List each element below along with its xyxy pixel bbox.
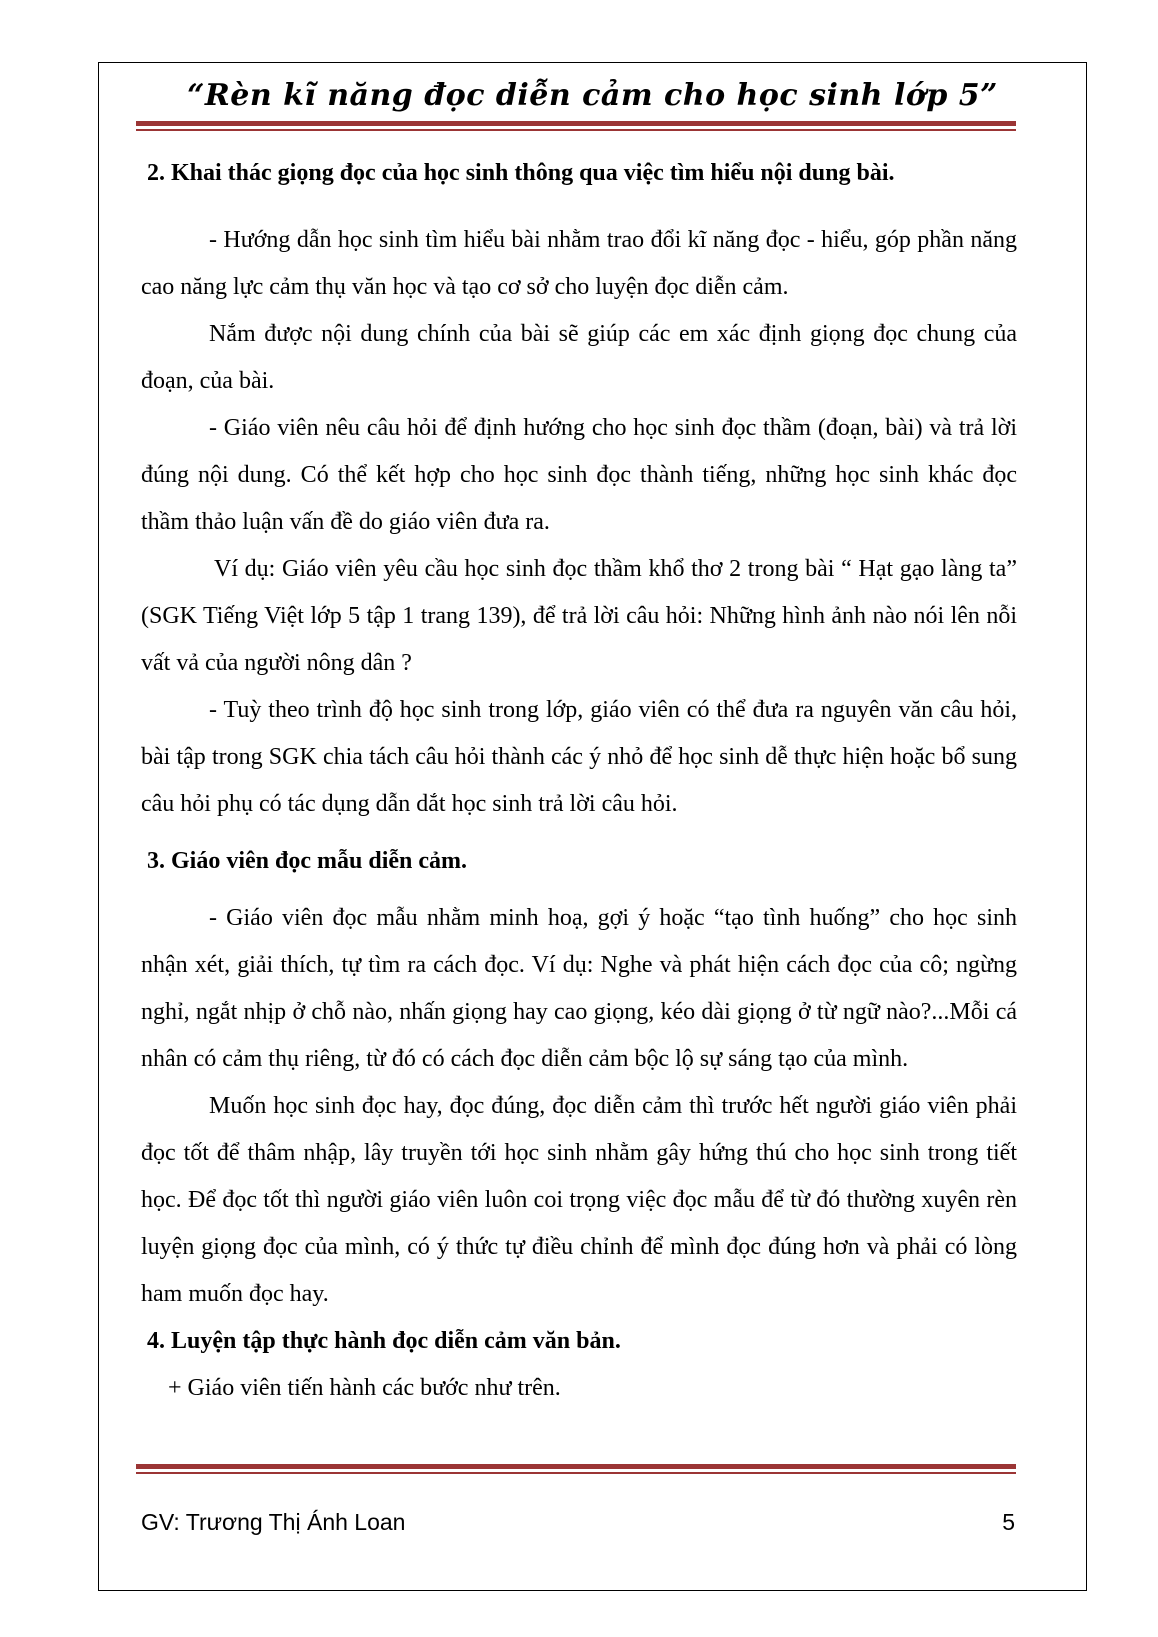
section-3-heading: 3. Giáo viên đọc mẫu diễn cảm. [147, 848, 468, 874]
section-2-paragraph-2: Nắm được nội dung chính của bài sẽ giúp các em xác định giọng đọc chung của đoạn, của bài. [141, 321, 1017, 394]
section-3-paragraph-2: Muốn học sinh đọc hay, đọc đúng, đọc diễn cảm thì trước hết người giáo viên phải đọc tốt để thâm nhập, lây truyền tới học sinh nhằm gây hứng thú cho học sinh trong tiết học. Để đọc tốt thì người giáo viên luôn coi trọng việc đọc mẫu để từ đó thường xuyên rèn luyện giọng đọc của mình, có ý thức tự điều chỉnh để mình đọc đúng hơn và phải có lòng ham muốn đọc hay. [141, 1093, 1017, 1307]
header-rule-thin [136, 129, 1016, 131]
document-body [141, 150, 1017, 1412]
header-rule-thick [136, 121, 1016, 126]
section-2-heading: 2. Khai thác giọng đọc của học sinh thông qua việc tìm hiểu nội dung bài. [147, 160, 895, 186]
section-2-paragraph-3: - Giáo viên nêu câu hỏi để định hướng cho học sinh đọc thầm (đoạn, bài) và trả lời đúng nội dung. Có thể kết hợp cho học sinh đọc thành tiếng, những học sinh khác đọc thầm thảo luận vấn đề do giáo viên đưa ra. [141, 415, 1017, 535]
section-3-paragraph-1: - Giáo viên đọc mẫu nhằm minh hoạ, gợi ý hoặc “tạo tình huống” cho học sinh nhận xét, giải thích, tự tìm ra cách đọc. Ví dụ: Nghe và phát hiện cách đọc của cô; ngừng nghỉ, ngắt nhịp ở chỗ nào, nhấn giọng hay cao giọng, kéo dài giọng ở từ ngữ nào?...Mỗi cá nhân có cảm thụ riêng, từ đó có cách đọc diễn cảm bộc lộ sự sáng tạo của mình. [141, 905, 1017, 1072]
section-4-paragraph-1: + Giáo viên tiến hành các bước như trên. [168, 1375, 561, 1401]
footer-rule-thick [136, 1464, 1016, 1469]
section-4-heading: 4. Luyện tập thực hành đọc diễn cảm văn bản. [147, 1328, 621, 1354]
page-number: 5 [1002, 1509, 1015, 1535]
header-title: “Rèn kĩ năng đọc diễn cảm cho học sinh lớp 5” [187, 78, 998, 113]
section-2-paragraph-5: - Tuỳ theo trình độ học sinh trong lớp, giáo viên có thể đưa ra nguyên văn câu hỏi, bài tập trong SGK chia tách câu hỏi thành các ý nhỏ để học sinh dễ thực hiện hoặc bổ sung câu hỏi phụ có tác dụng dẫn dắt học sinh trả lời câu hỏi. [141, 697, 1017, 817]
section-2-paragraph-4: Ví dụ: Giáo viên yêu cầu học sinh đọc thầm khổ thơ 2 trong bài “ Hạt gạo làng ta” (SGK Tiếng Việt lớp 5 tập 1 trang 139), để trả lời câu hỏi: Những hình ảnh nào nói lên nỗi vất vả của người nông dân ? [141, 556, 1017, 676]
footer-rule-thin [136, 1472, 1016, 1474]
footer-author: GV: Trương Thị Ánh Loan [141, 1509, 406, 1535]
section-2-paragraph-1: - Hướng dẫn học sinh tìm hiểu bài nhằm trao đổi kĩ năng đọc - hiểu, góp phần năng cao năng lực cảm thụ văn học và tạo cơ sở cho luyện đọc diễn cảm. [141, 227, 1017, 300]
